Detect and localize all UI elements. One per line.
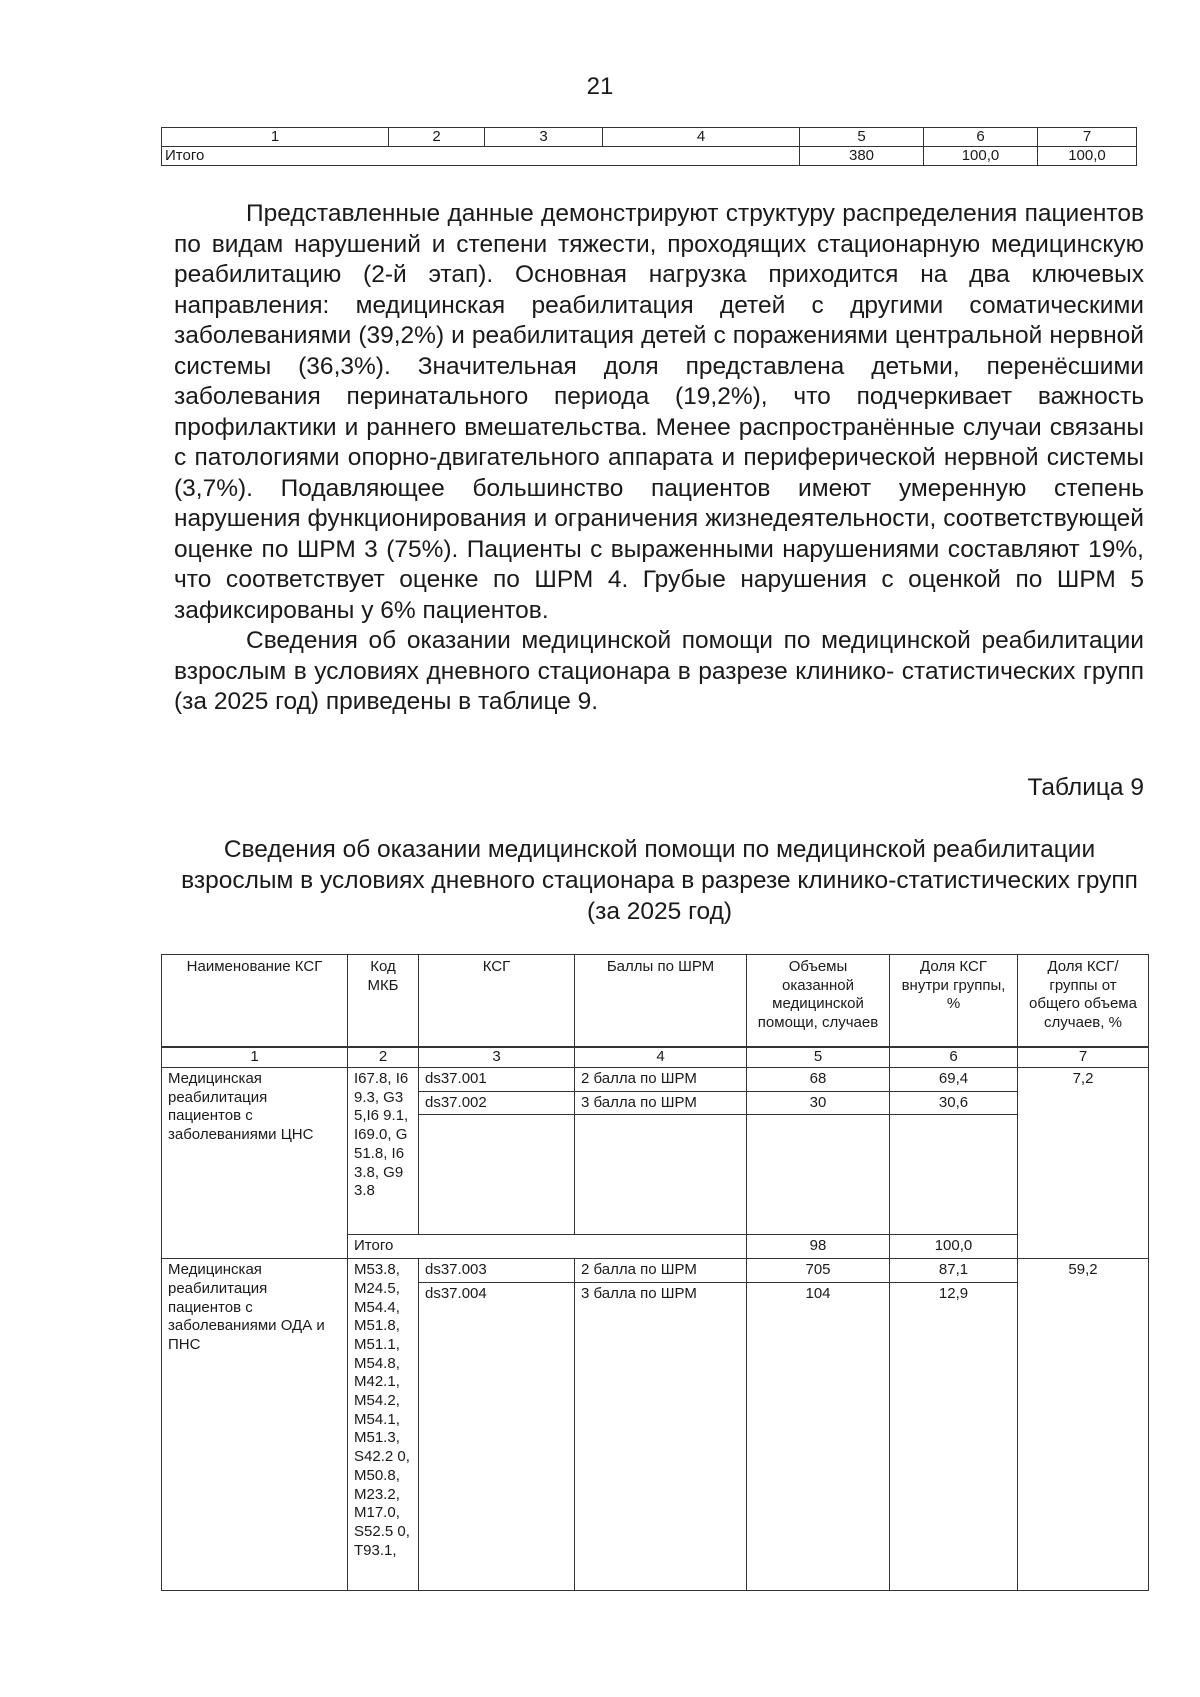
ksg-code: ds37.002 [419,1091,575,1115]
col-number: 2 [348,1047,419,1068]
table-header-row [162,955,1149,1048]
volume: 705 [747,1259,890,1283]
empty-cell [890,1306,1018,1591]
col-number: 5 [800,128,924,147]
table-header-row [162,128,1137,147]
col-number: 5 [747,1047,890,1068]
mkb-codes: I67.8, I69.3, G35,I6 9.1, I69.0, G51.8, I63.8, G93.8 [348,1068,419,1235]
table-9 [161,954,1149,1591]
col-number: 7 [1038,128,1137,147]
group-total-volume: 98 [747,1235,890,1259]
header-mkb-code: Код МКБ [348,955,419,1048]
empty-cell [419,1306,575,1591]
volume: 68 [747,1068,890,1092]
page-number: 21 [586,73,614,100]
shrm-score: 3 балла по ШРМ [575,1091,747,1115]
previous-table-end [161,127,1137,166]
share-in-group: 87,1 [890,1259,1018,1283]
empty-cell [747,1306,890,1591]
empty-cell [575,1306,747,1591]
col-number: 6 [890,1047,1018,1068]
col-number: 4 [603,128,800,147]
share-in-group: 30,6 [890,1091,1018,1115]
header-volume: Объемы оказанной медицинской помощи, случаев [747,955,890,1048]
shrm-score: 2 балла по ШРМ [575,1068,747,1092]
mkb-codes: M53.8, M24.5, M54.4, M51.8, M51.1, M54.8, M42.1, M54.2, M54.1, M51.3, S42.2 0, M50.8, M23.2, M17.0, S52.5 0, T93.1, [348,1259,419,1590]
header-ksg-name: Наименование КСГ [162,955,348,1048]
empty-cell [575,1115,747,1235]
ksg-code: ds37.001 [419,1068,575,1092]
empty-cell [747,1115,890,1235]
share-in-group: 12,9 [890,1282,1018,1305]
column-number-row [162,1047,1149,1068]
empty-cell [419,1115,575,1235]
header-shrm-score: Баллы по ШРМ [575,955,747,1048]
col-number: 1 [162,128,389,147]
group-share: 59,2 [1018,1259,1149,1590]
volume: 104 [747,1282,890,1305]
col-number: 3 [485,128,603,147]
total-label: Итого [162,147,800,166]
group-name: Медицинская реабилитация пациентов с заболеваниями ЦНС [162,1068,348,1259]
table-row [162,1259,1149,1283]
paragraph: Представленные данные демонстрируют структуру распределения пациентов по видам нарушений и степени тяжести, проходящих стационарную медицинскую реабилитацию (2-й этап). Основная нагрузка приходится на два ключевых направления: медицинская реабилитация детей с другими соматическими заболеваниями (39,2%) и реабилитация детей с поражениями центральной нервной системы (36,3%). Значительная доля представлена детьми, перенёсшими заболевания перинатального периода (19,2%), что подчеркивает важность профилактики и раннего вмешательства. Менее распространённые случаи связаны с патологиями опорно-двигательного аппарата и периферической нервной системы (3,7%). Подавляющее большинство пациентов имеют умеренную степень нарушения функционирования и ограничения жизнедеятельности, соответствующей оценке по ШРМ 3 (75%). Пациенты с выраженными нарушениями составляют 19%, что соответствует оценке по ШРМ 4. Грубые нарушения с оценкой по ШРМ 5 зафиксированы у 6% пациентов. [174,200,1144,624]
ksg-code: ds37.004 [419,1282,575,1305]
table-row [162,1068,1149,1092]
total-share-overall: 100,0 [1038,147,1137,166]
shrm-score: 2 балла по ШРМ [575,1259,747,1283]
ksg-code: ds37.003 [419,1259,575,1283]
group-share: 7,2 [1018,1068,1149,1259]
group-total-share: 100,0 [890,1235,1018,1259]
empty-cell [890,1115,1018,1235]
col-number: 6 [924,128,1038,147]
total-share: 100,0 [924,147,1038,166]
volume: 30 [747,1091,890,1115]
group-total-label: Итого [348,1235,747,1259]
col-number: 3 [419,1047,575,1068]
header-share-total: Доля КСГ/группы от общего объема случаев, % [1018,955,1149,1048]
header-ksg: КСГ [419,955,575,1048]
group-name: Медицинская реабилитация пациентов с заболеваниями ОДА и ПНС [162,1259,348,1590]
col-number: 2 [389,128,485,147]
header-share-in-group: Доля КСГ внутри группы, % [890,955,1018,1048]
col-number: 7 [1018,1047,1149,1068]
shrm-score: 3 балла по ШРМ [575,1282,747,1305]
paragraph: Сведения об оказании медицинской помощи по медицинской реабилитации взрослым в условиях дневного стационара в разрезе клинико- статистических групп (за 2025 год) приведены в таблице 9. [174,627,1144,715]
body-text [174,199,1144,718]
table-label: Таблица 9 [1027,774,1144,801]
col-number: 1 [162,1047,348,1068]
share-in-group: 69,4 [890,1068,1018,1092]
table-title: Сведения об оказании медицинской помощи по медицинской реабилитации взрослым в условиях дневного стационара в разрезе клинико-статистических групп (за 2025 год) [181,836,1138,925]
total-cases: 380 [800,147,924,166]
col-number: 4 [575,1047,747,1068]
table-total-row [162,147,1137,166]
